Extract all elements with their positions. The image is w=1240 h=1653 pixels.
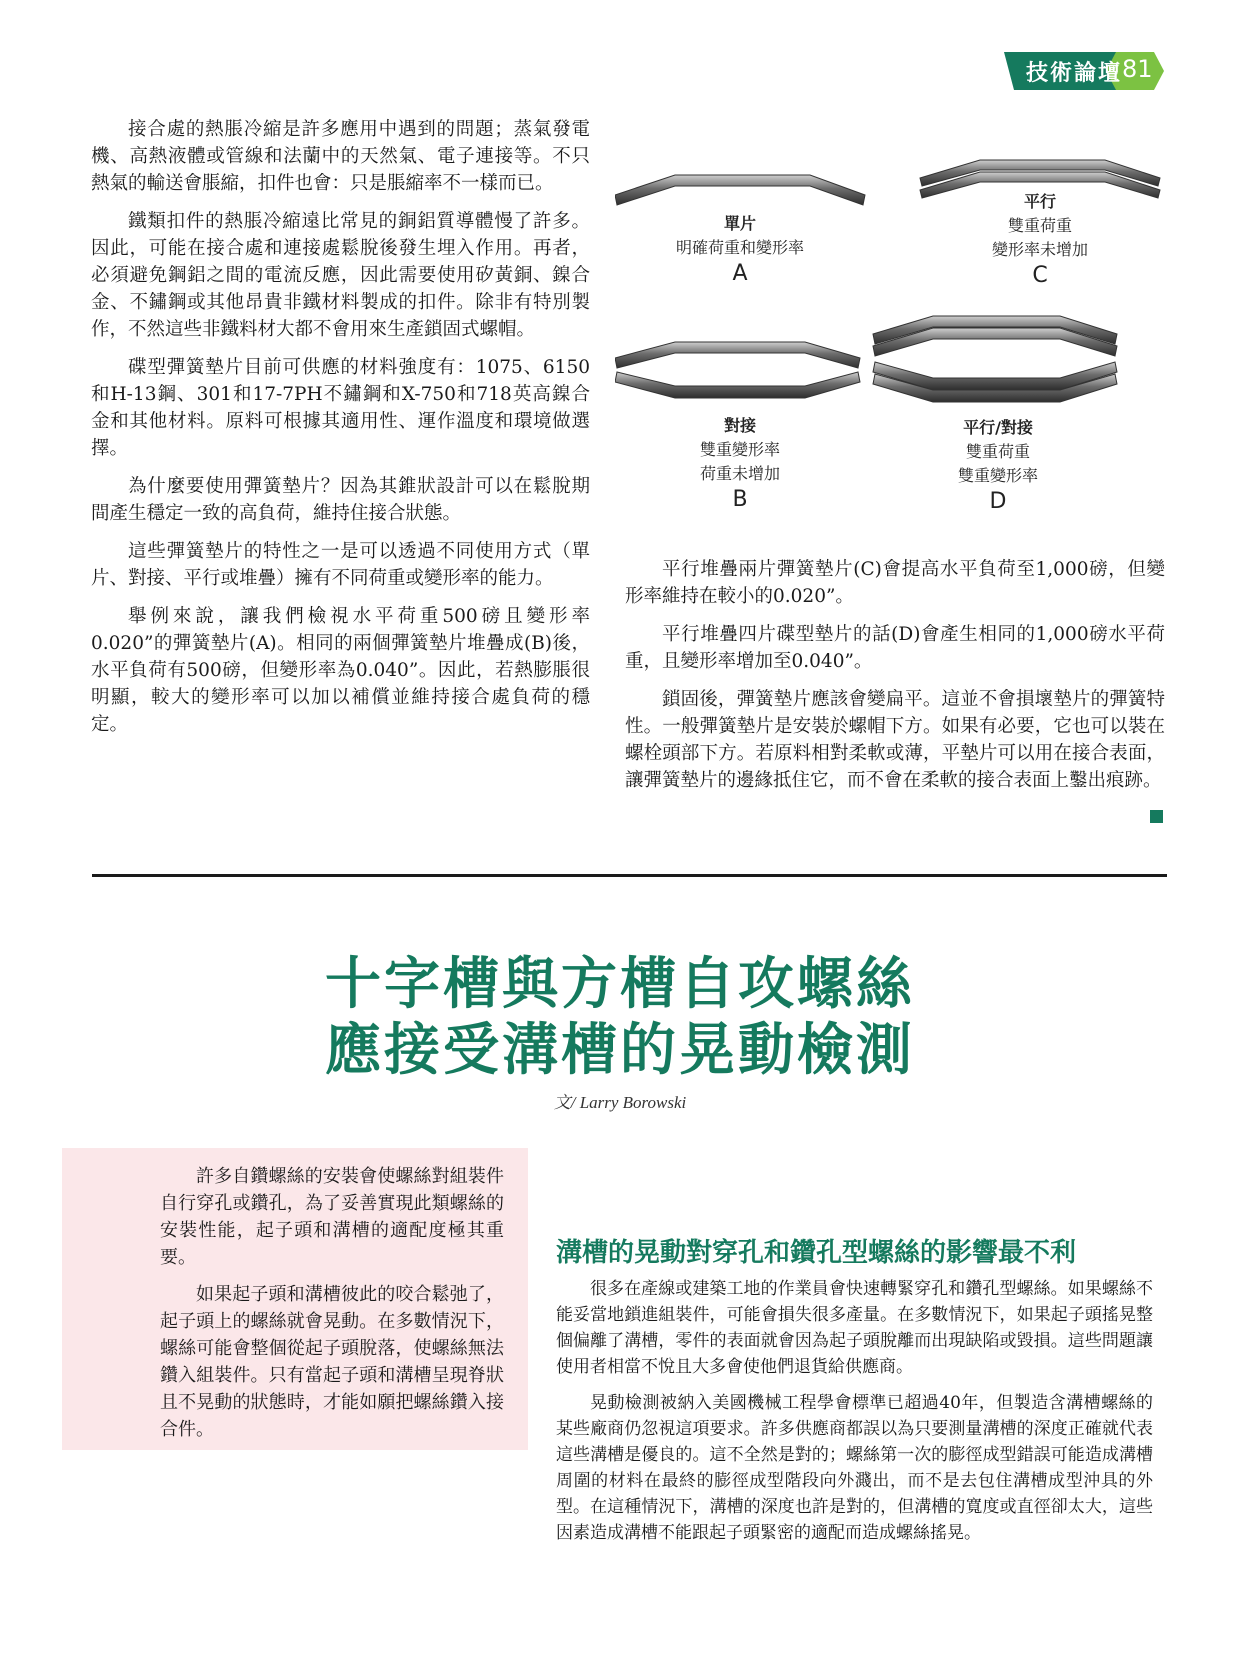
washer-d-drawing — [873, 316, 1117, 402]
caption-b-letter: B — [732, 487, 748, 512]
figure-caption-b — [620, 414, 860, 514]
washer-configuration-figure — [615, 150, 1175, 530]
caption-c-letter: C — [1032, 263, 1048, 288]
article2-body — [556, 1276, 1153, 1556]
section-label: 技術論壇 — [1026, 61, 1123, 86]
paragraph: 鎖固後，彈簧墊片應該會變扁平。這並不會損壞墊片的彈簧特性。一般彈簧墊片是安裝於螺帽下方。如果有必要，它也可以裝在螺栓頭部下方。若原料相對柔軟或薄，平墊片可以用在接合表面，讓彈簧墊片的邊緣抵住它，而不會在柔軟的接合表面上鑿出痕跡。 — [625, 689, 1165, 791]
caption-b-name: 對接 — [723, 416, 756, 435]
paragraph: 碟型彈簧墊片目前可供應的材料強度有：1075、6150和H-13鋼、301和17-7PH不鏽鋼和X-750和718英高鎳合金和其他材料。原料可根據其適用性、運作溫度和環境做選擇。 — [91, 357, 590, 459]
paragraph: 為什麼要使用彈簧墊片？因為其錐狀設計可以在鬆脫期間產生穩定一致的高負荷，維持住接合狀態。 — [91, 476, 590, 524]
paragraph: 很多在產線或建築工地的作業員會快速轉緊穿孔和鑽孔型螺絲。如果螺絲不能妥當地鎖進組裝件，可能會損失很多產量。在多數情況下，如果起子頭搖晃整個偏離了溝槽，零件的表面就會因為起子頭脫離而出現缺陷或毀損。這些問題讓使用者相當不悅且大多會使他們退貨給供應商。 — [556, 1279, 1153, 1377]
caption-c-name: 平行 — [1023, 192, 1056, 211]
caption-a-letter: A — [732, 261, 748, 286]
article2-byline: 文/ Larry Borowski — [553, 1093, 687, 1112]
section-header-tag — [1004, 52, 1164, 90]
paragraph: 舉例來說，讓我們檢視水平荷重500磅且變形率0.020”的彈簧墊片(A)。相同的兩個彈簧墊片堆疊成(B)後，水平負荷有500磅，但變形率為0.040”。因此，若熱膨脹很明顯，較大的變形率可以加以補償並維持接合處負荷的穩定。 — [91, 606, 590, 735]
caption-d-line: 雙重荷重 — [965, 442, 1030, 461]
page-number: 81 — [1122, 55, 1153, 83]
intro-sidebar-text — [160, 1163, 504, 1453]
caption-b-line: 荷重未增加 — [699, 464, 780, 483]
caption-c-line: 雙重荷重 — [1007, 216, 1072, 235]
paragraph: 晃動檢測被納入美國機械工程學會標準已超過40年，但製造含溝槽螺絲的某些廠商仍忽視這項要求。許多供應商都誤以為只要測量溝槽的深度正確就代表這些溝槽是優良的。這不全然是對的；螺絲第一次的膨徑成型錯誤可能造成溝槽周圍的材料在最終的膨徑成型階段向外濺出，而不是去包住溝槽成型沖具的外型。在這種情況下，溝槽的深度也許是對的，但溝槽的寬度或直徑卻太大，這些因素造成溝槽不能跟起子頭緊密的適配而造成螺絲搖晃。 — [556, 1393, 1153, 1543]
paragraph: 平行堆疊四片碟型墊片的話(D)會產生相同的1,000磅水平荷重，且變形率增加至0.040”。 — [625, 624, 1165, 672]
paragraph: 平行堆疊兩片彈簧墊片(C)會提高水平負荷至1,000磅，但變形率維持在較小的0.020”。 — [625, 559, 1165, 607]
caption-b-line: 雙重變形率 — [699, 440, 780, 459]
caption-c-line: 變形率未增加 — [991, 240, 1088, 259]
paragraph: 如果起子頭和溝槽彼此的咬合鬆弛了，起子頭上的螺絲就會晃動。在多數情況下，螺絲可能會整個從起子頭脫落，使螺絲無法鑽入組裝件。只有當起子頭和溝槽呈現脊狀且不晃動的狀態時，才能如願把螺絲鑽入接合件。 — [160, 1284, 504, 1440]
figure-caption-a — [620, 212, 860, 288]
article2-title-line2: 應接受溝槽的晃動檢測 — [325, 1018, 915, 1083]
article1-right-column — [625, 556, 1165, 805]
paragraph: 這些彈簧墊片的特性之一是可以透過不同使用方式（單片、對接、平行或堆疊）擁有不同荷重或變形率的能力。 — [91, 541, 590, 589]
paragraph: 接合處的熱脹冷縮是許多應用中遇到的問題；蒸氣發電機、高熱液體或管線和法蘭中的天然氣、電子連接等。不只熱氣的輸送會脹縮，扣件也會：只是脹縮率不一樣而已。 — [91, 119, 590, 194]
caption-d-name: 平行/對接 — [963, 418, 1033, 437]
caption-a-name: 單片 — [723, 214, 756, 233]
figure-caption-c — [920, 190, 1160, 290]
caption-d-letter: D — [989, 489, 1007, 514]
paragraph: 許多自鑽螺絲的安裝會使螺絲對組裝件自行穿孔或鑽孔，為了妥善實現此類螺絲的安裝性能，起子頭和溝槽的適配度極其重要。 — [160, 1166, 504, 1268]
end-of-article-marker — [1150, 810, 1163, 823]
article2-subhead: 溝槽的晃動對穿孔和鑽孔型螺絲的影響最不利 — [556, 1238, 1077, 1268]
article2-title-line1: 十字槽與方槽自攻螺絲 — [325, 952, 915, 1017]
section-divider — [92, 874, 1167, 877]
washer-a-drawing — [615, 175, 865, 205]
figure-caption-d — [878, 416, 1118, 516]
caption-a-line: 明確荷重和變形率 — [675, 238, 804, 257]
washer-b-drawing — [615, 342, 860, 398]
caption-d-line: 雙重變形率 — [957, 466, 1038, 485]
paragraph: 鐵類扣件的熱脹冷縮遠比常見的銅鋁質導體慢了許多。因此，可能在接合處和連接處鬆脫後發生埋入作用。再者，必須避免鋼鋁之間的電流反應，因此需要使用矽黃銅、鎳合金、不鏽鋼或其他昂貴非鐵材料製成的扣件。除非有特別製作，不然這些非鐵料材大都不會用來生產鎖固式螺帽。 — [91, 211, 590, 340]
article1-left-column — [91, 116, 590, 749]
